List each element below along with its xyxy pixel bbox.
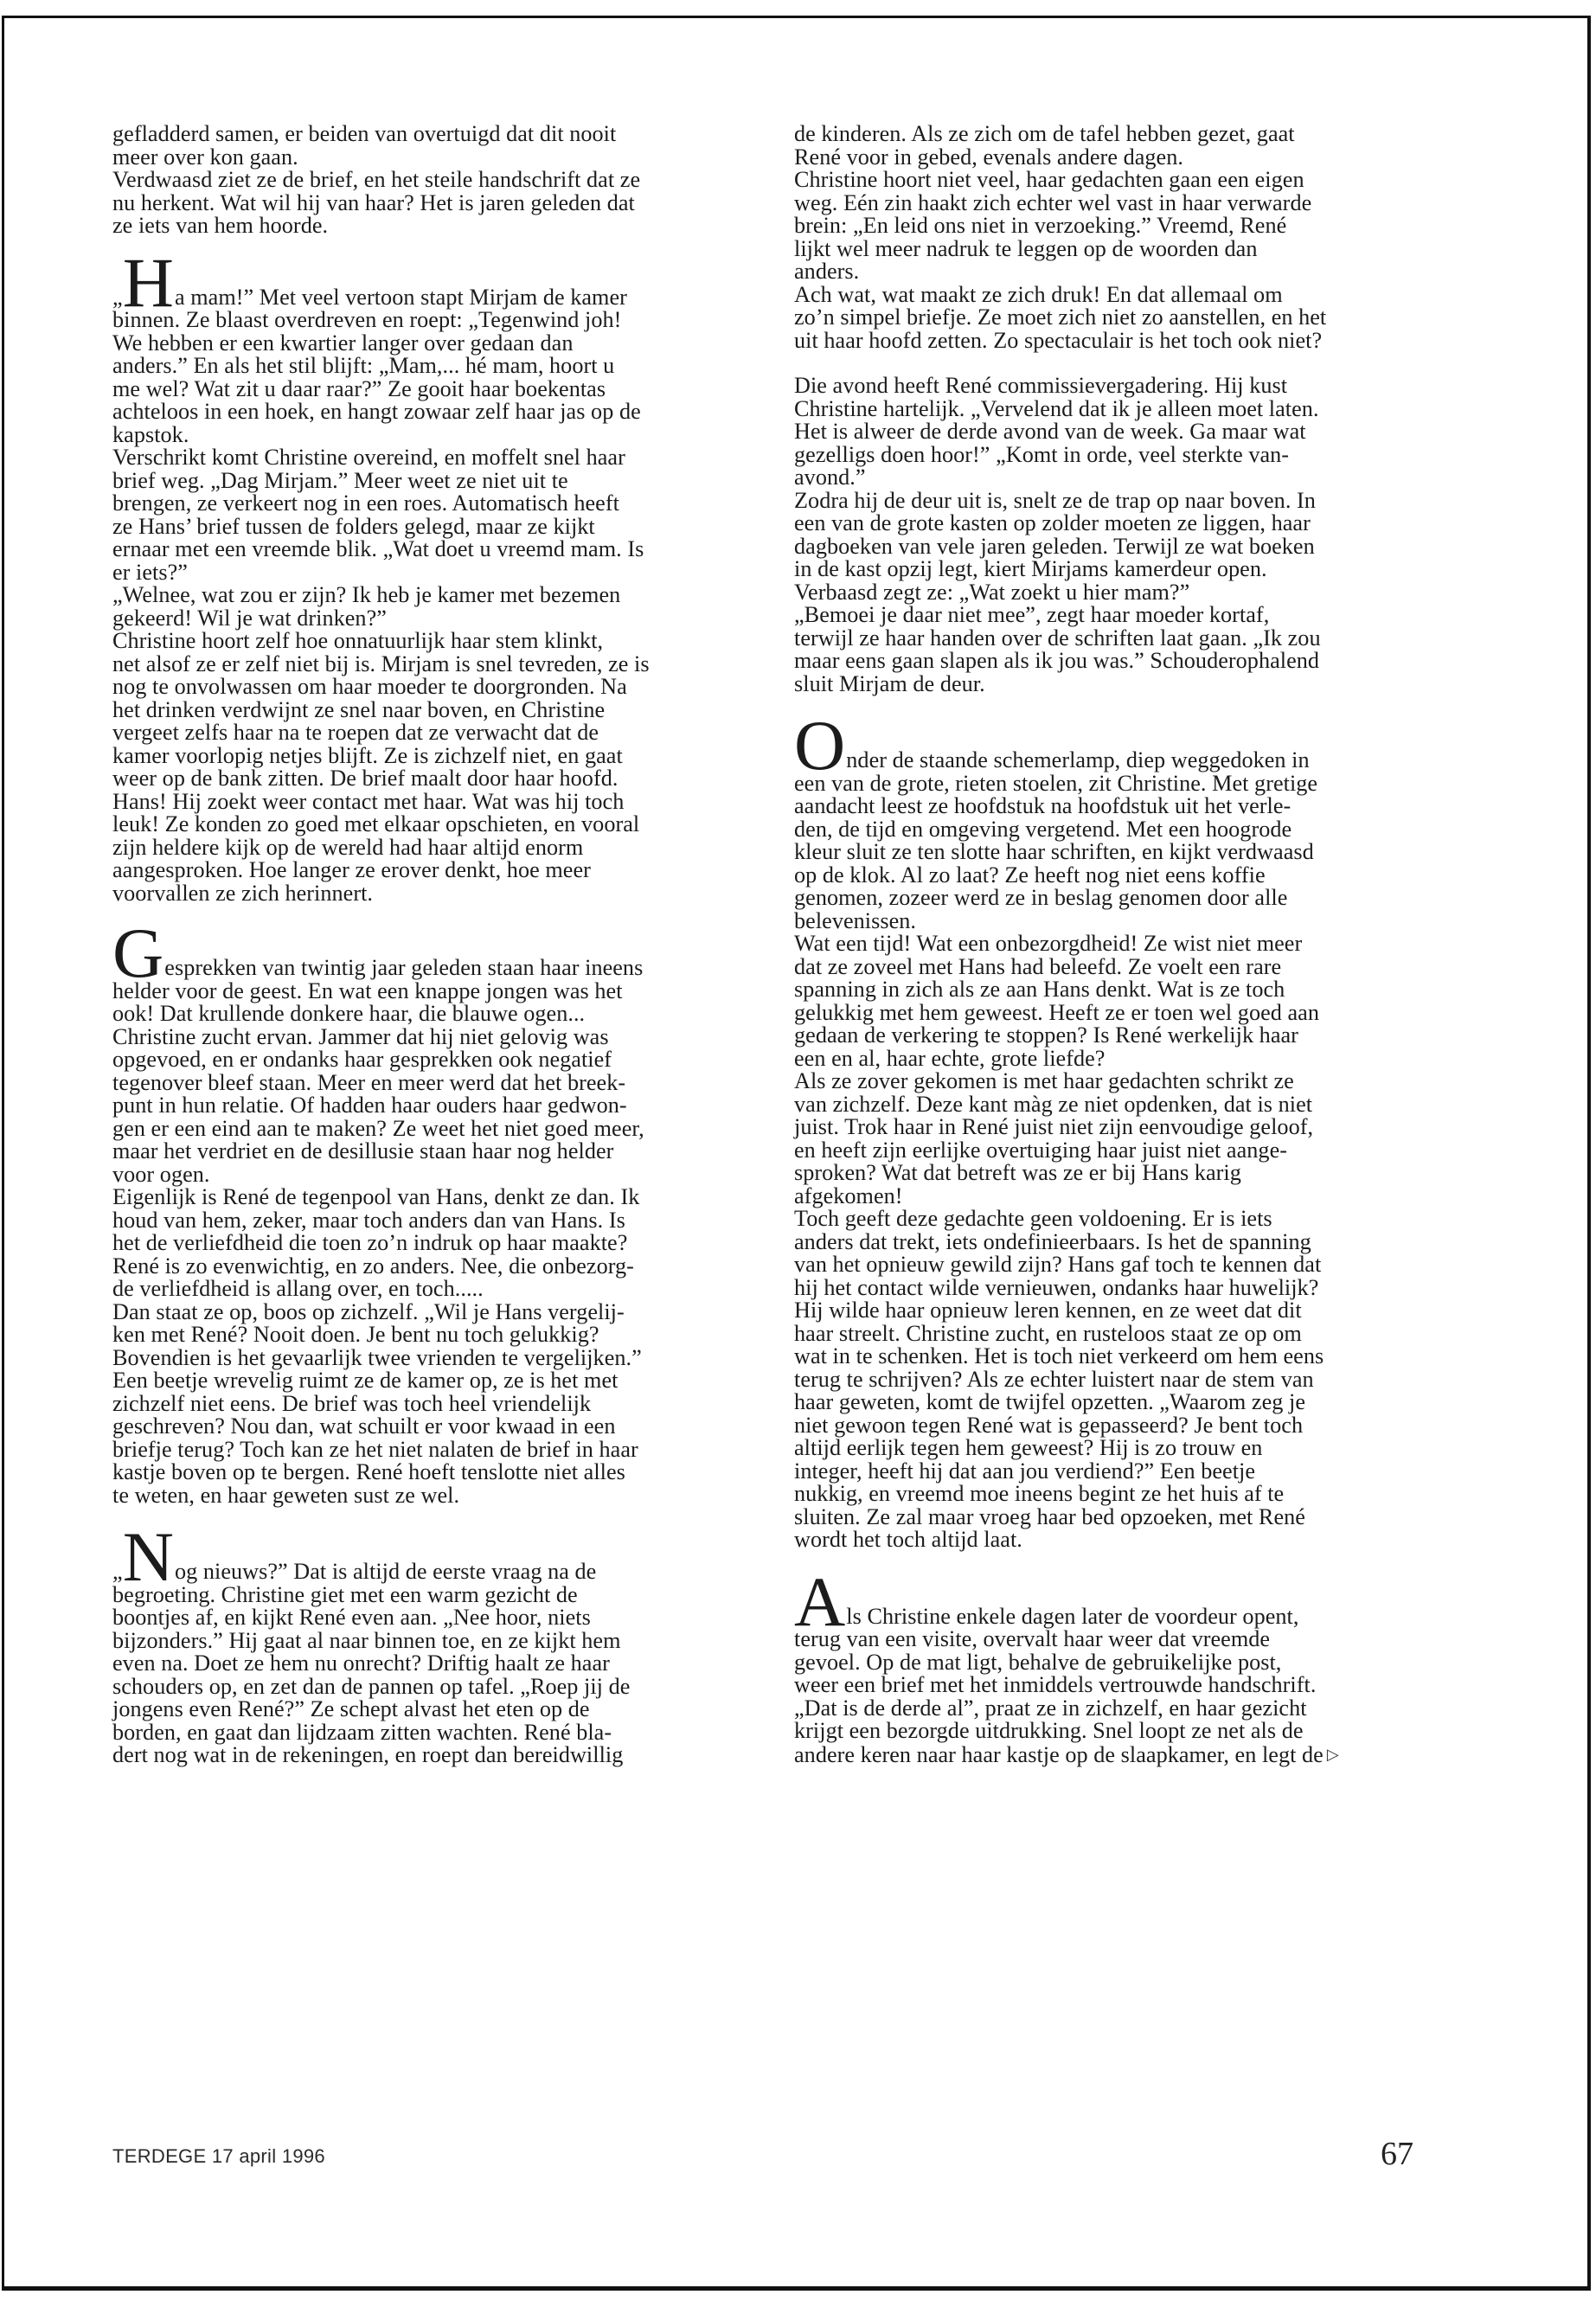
drop-cap: G xyxy=(112,913,164,992)
paragraph-dropcap xyxy=(794,706,1415,1552)
paragraph: de kinderen. Als ze zich om de tafel hebben gezet, gaat René voor in gebed, evenals andere dagen. Christine hoort niet veel, haar gedachten gaan een eigen weg. Eén zin haakt zich echter wel vast in haar verwarde brein: „En leid ons niet in verzoeking.” Vreemd, René lijkt wel meer nadruk te leggen op de woorden dan anders. Ach wat, wat maakt ze zich druk! En dat allemaal om zo’n simpel briefje. Ze moet zich niet zo aanstellen, en het uit haar hoofd zetten. Zo spectaculair is het toch ook niet? xyxy=(794,121,1327,353)
column-right xyxy=(794,123,1415,1766)
page-number: 67 xyxy=(1381,2136,1413,2172)
paragraph-text: esprekken van twintig jaar geleden staan haar ineens helder voor de geest. En wat een knappe jongen was het ook! Dat krullende donkere haar, die blauwe ogen... Christine zucht ervan. Jammer dat hij niet gelovig was opgevoed, en er ondanks haar gesprekken ook negatief tegenover bleef staan. Meer en meer werd dat het breek- punt in hun relatie. Of hadden haar ouders haar gedwon- gen er een eind aan te maken? Ze weet het niet goed meer, maar het verdriet en de desillusie staan haar nog helder voor ogen. Eigenlijk is René de tegenpool van Hans, denkt ze dan. Ik houd van hem, zeker, maar toch anders dan van Hans. Is het de verliefdheid die toen zo’n indruk op haar maakte? René is zo evenwichtig, en zo anders. Nee, die onbezorg- de verliefdheid is allang over, en toch..... Dan staat ze op, boos op zichzelf. „Wil je Hans vergelij- ken met René? Nooit doen. Je bent nu toch gelukkig? Bovendien is het gevaarlijk twee vrienden te vergelijken.” Een beetje wrevelig ruimt ze de kamer op, ze is het met zichzelf niet eens. De brief was toch heel vriendelijk geschreven? Nou dan, wat schuilt er voor kwaad in een briefje terug? Toch kan ze het niet nalaten de brief in haar kastje boven op te bergen. René hoeft tenslotte niet alles te weten, en haar geweten sust ze wel. xyxy=(112,955,644,1508)
publication-footer: TERDEGE 17 april 1996 xyxy=(112,2145,325,2167)
paragraph: gefladderd samen, er beiden van overtuigd dat dit nooit meer over kon gaan. Verdwaasd ziet ze de brief, en het steile handschrift dat ze nu herkent. Wat wil hij van haar? Het is jaren geleden dat ze iets van hem hoorde. xyxy=(112,121,641,238)
paragraph-text: nder de staande schemerlamp, diep weggedoken in een van de grote, rieten stoelen, zit Christine. Met gretige aandacht leest ze hoofdstuk na hoofdstuk uit het verle- den, de tijd en omgeving vergetend. Met een hoogrode kleur sluit ze ten slotte haar schriften, en kijkt verdwaasd op de klok. Al zo laat? Ze heeft nog niet eens koffie genomen, zozeer werd ze in beslag genomen door alle belevenissen. Wat een tijd! Wat een onbezorgdheid! Ze wist niet meer dat ze zoveel met Hans had beleefd. Ze voelt een rare spanning in zich als ze aan Hans denkt. Wat is ze toch gelukkig met hem geweest. Heeft ze er toen wel goed aan gedaan de verkering te stoppen? Is René werkelijk haar een en al, haar echte, grote liefde? Als ze zover gekomen is met haar gedachten schrikt ze van zichzelf. Deze kant màg ze niet opdenken, dat is niet juist. Trok haar in René juist niet zijn eenvoudige geloof, en heeft zijn eerlijke overtuiging haar juist niet aange- sproken? Wat dat betreft was ze er bij Hans karig afgekomen! Toch geeft deze gedachte geen voldoening. Er is iets anders dat trekt, iets ondefinieerbaars. Is het de spanning van het opnieuw gewild zijn? Hans gaf toch te kennen dat hij het contact wilde vernieuwen, ondanks haar huwelijk? Hij wilde haar opnieuw leren kennen, en ze weet dat dit haar streelt. Christine zucht, en rusteloos staat ze op om wat in te schenken. Het is toch niet verkeerd om hem eens terug te schrijven? Als ze echter luistert naar de stem van haar geweten, komt de twijfel opzetten. „Waarom zeg je niet gewoon tegen René wat is gepasseerd? Je bent toch altijd eerlijk tegen hem geweest? Hij is zo trouw en integer, heeft hij dat aan jou verdiend?” Een beetje nukkig, en vreemd moe ineens begint ze het huis af te sluiten. Ze zal maar vroeg haar bed opzoeken, met René wordt het toch altijd laat. xyxy=(794,747,1324,1552)
continue-arrow-icon: ▷ xyxy=(1326,1745,1339,1763)
paragraph-text: a mam!” Met veel vertoon stapt Mirjam de kamer binnen. Ze blaast overdreven en roept: „Tegenwind joh! We hebben er een kwartier langer over gedaan dan anders.” En als het stil blijft: „Mam,... hé mam, hoort u me wel? Wat zit u daar raar?” Ze gooit haar boekentas achteloos in een hoek, en hangt zowaar zelf haar jas op de kapstok. Verschrikt komt Christine overeind, en moffelt snel haar brief weg. „Dag Mirjam.” Meer weet ze niet uit te brengen, ze verkeert nog in een roes. Automatisch heeft ze Hans’ brief tussen de folders gelegd, maar ze kijkt ernaar met een vreemde blik. „Wat doet u vreemd mam. Is er iets?” „Welnee, wat zou er zijn? Ik heb je kamer met bezemen gekeerd! Wil je wat drinken?” Christine hoort zelf hoe onnatuurlijk haar stem klinkt, net alsof ze er zelf niet bij is. Mirjam is snel tevreden, ze is nog te onvolwassen om haar moeder te doorgronden. Na het drinken verdwijnt ze snel naar boven, en Christine vergeet zelfs haar na te roepen dat ze verwacht dat de kamer voorlopig netjes blijft. Ze is zichzelf niet, en gaat weer op de bank zitten. De brief maalt door haar hoofd. Hans! Hij zoekt weer contact met haar. Wat was hij toch leuk! Ze konden zo goed met elkaar opschieten, en vooral zijn heldere kijk op de wereld had haar altijd enorm aangesproken. Hoe langer ze erover denkt, hoe meer voorvallen ze zich herinnert. xyxy=(112,284,650,906)
opening-quote: „ xyxy=(112,284,123,310)
drop-cap: H xyxy=(122,242,174,322)
drop-cap: N xyxy=(122,1517,174,1596)
paragraph-dropcap xyxy=(112,1517,734,1767)
paragraph: Die avond heeft René commissievergadering. Hij kust Christine hartelijk. „Vervelend dat ik je alleen moet laten. Het is alweer de derde avond van de week. Ga maar wat gezelligs doen hoor!” „Komt in orde, veel sterkte van- avond.” Zodra hij de deur uit is, snelt ze de trap op naar boven. In een van de grote kasten op zolder moeten ze liggen, haar dagboeken van vele jaren geleden. Terwijl ze wat boeken in de kast opzij legt, kiert Mirjams kamerdeur open. Verbaasd zegt ze: „Wat zoekt u hier mam?” „Bemoei je daar niet mee”, zegt haar moeder kortaf, terwijl ze haar handen over de schriften laat gaan. „Ik zou maar eens gaan slapen als ik jou was.” Schouderophalend sluit Mirjam de deur. xyxy=(794,373,1321,696)
opening-quote: „ xyxy=(112,1559,123,1584)
column-left xyxy=(112,123,734,1767)
paragraph-dropcap xyxy=(112,913,734,1508)
paragraph-text: og nieuws?” Dat is altijd de eerste vraag na de begroeting. Christine giet met een warm gezicht de boontjes af, en kijkt René even aan. „Nee hoor, niets bijzonders.” Hij gaat al naar binnen toe, en ze kijkt hem even na. Doet ze hem nu onrecht? Driftig haalt ze haar schouders op, en zet dan de pannen op tafel. „Roep jij de jongens even René?” Ze schept alvast het eten op de borden, en gaat dan lijdzaam zitten wachten. René bla- dert nog wat in de rekeningen, en roept dan bereidwillig xyxy=(112,1559,631,1767)
paragraph-dropcap xyxy=(794,1561,1415,1767)
drop-cap: A xyxy=(794,1561,846,1641)
paragraph-dropcap xyxy=(112,242,734,906)
drop-cap: O xyxy=(794,706,846,785)
paragraph-text: ls Christine enkele dagen later de voordeur opent, terug van een visite, overvalt haar weer dat vreemde gevoel. Op de mat ligt, behalve de gebruikelijke post, weer een brief met het inmiddels vertrouwde handschrift. „Dat is de derde al”, praat ze in zichzelf, en haar gezicht krijgt een bezorgde uitdrukking. Snel loopt ze net als de andere keren naar haar kastje op de slaapkamer, en legt de xyxy=(794,1603,1324,1767)
